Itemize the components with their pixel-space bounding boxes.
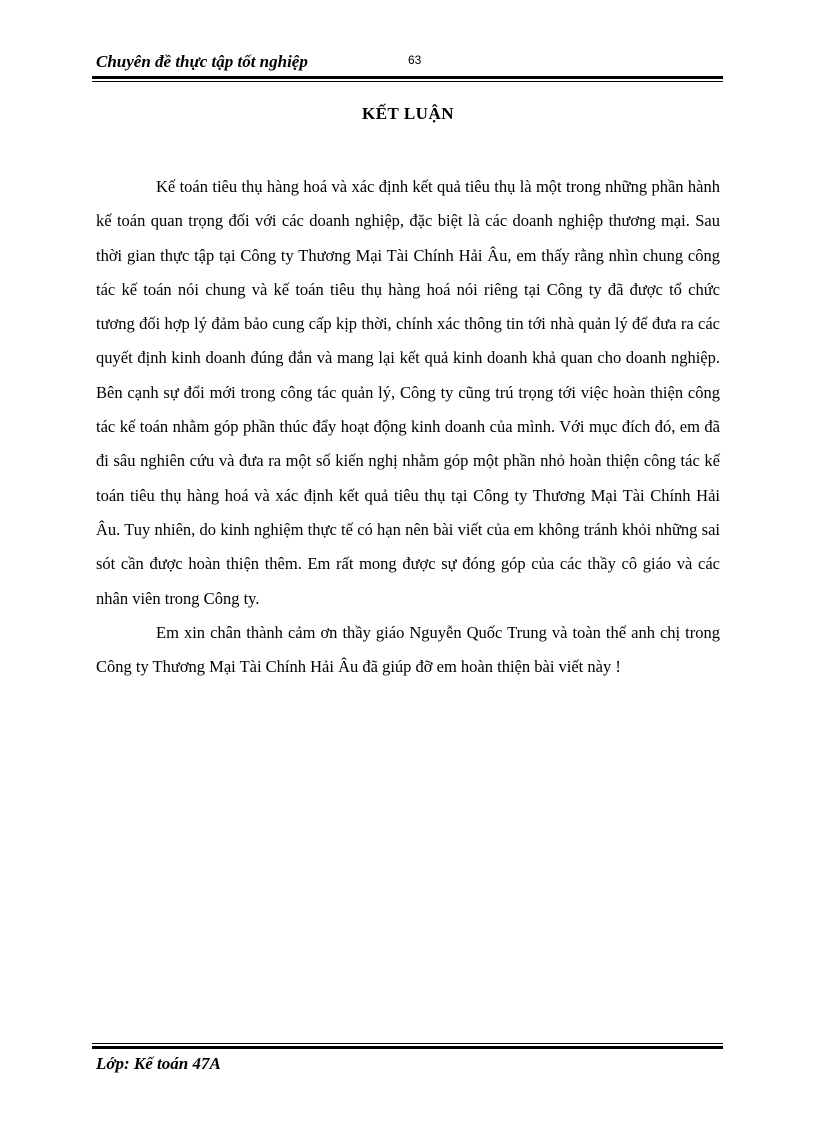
paragraph-thanks: Em xin chân thành cảm ơn thầy giáo Nguyễn Quốc Trung và toàn thể anh chị trong Công ty Thương Mại Tài Chính Hải Âu đã giúp đỡ em hoàn thiện bài viết này !: [96, 622, 720, 677]
footer-rule-thin: [92, 1043, 723, 1044]
footer-rule-thick: [92, 1046, 723, 1049]
footer-class-label: Lớp: Kế toán 47A: [96, 1054, 221, 1073]
header-title: Chuyên đề thực tập tốt nghiệp: [96, 52, 308, 71]
header-rule-thick: [92, 76, 723, 79]
paragraph-conclusion: Kế toán tiêu thụ hàng hoá và xác định kết quả tiêu thụ là một trong những phần hành kế toán quan trọng đối với các doanh nghiệp, đặc biệt là các doanh nghiệp thương mại. Sau thời gian thực tập tại Công ty Thương Mại Tài Chính Hải Âu, em thấy rằng nhìn chung công tác kế toán nói chung và kế toán tiêu thụ hàng hoá nói riêng tại Công ty đã được tổ chức tương đối hợp lý đảm bảo cung cấp kịp thời, chính xác thông tin tới nhà quản lý để đưa ra các quyết định kinh doanh đúng đắn và mang lại kết quả kinh doanh khả quan cho doanh nghiệp. Bên cạnh sự đổi mới trong công tác quản lý, Công ty cũng trú trọng tới việc hoàn thiện công tác kế toán nhằm góp phần thúc đẩy hoạt động kinh doanh của mình. Với mục đích đó, em đã đi sâu nghiên cứu và đưa ra một số kiến nghị nhằm góp một phần nhỏ hoàn thiện công tác kế toán tiêu thụ hàng hoá và xác định kết quả tiêu thụ tại Công ty Thương Mại Tài Chính Hải Âu. Tuy nhiên, do kinh nghiệm thực tế có hạn nên bài viết của em không tránh khỏi những sai sót cần được hoàn thiện thêm. Em rất mong được sự đóng góp của các thầy cô giáo và các nhân viên trong Công ty.: [96, 177, 720, 608]
header-rule-thin: [92, 81, 723, 82]
body-text: [96, 170, 720, 684]
page-number: 63: [408, 53, 422, 67]
section-heading: KẾT LUẬN: [361, 104, 454, 123]
